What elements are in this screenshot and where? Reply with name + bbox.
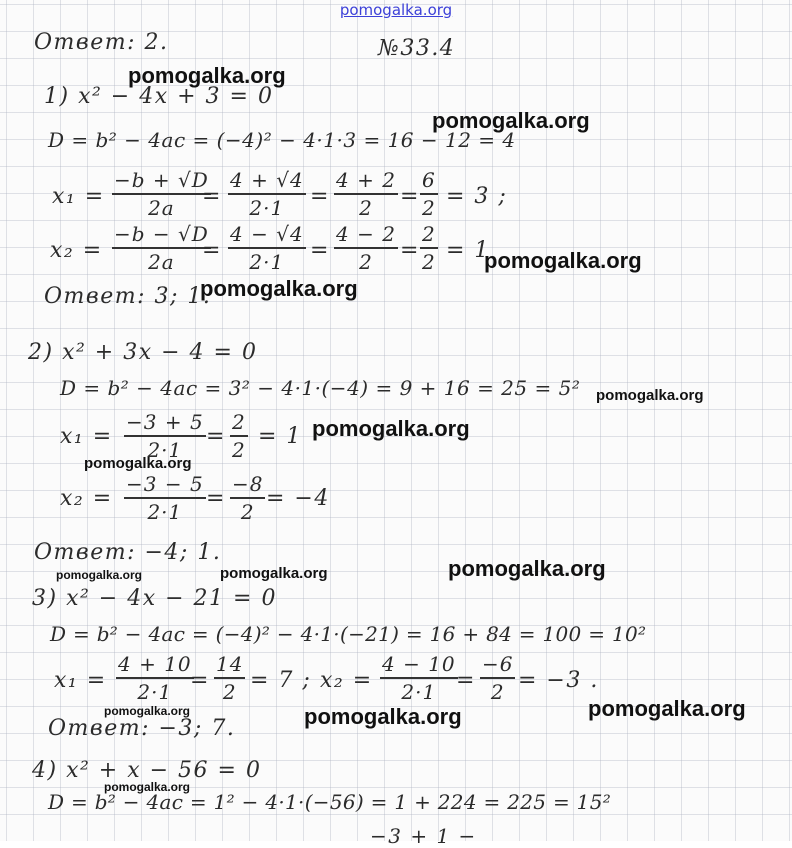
equation-1-x2-result: = 1: [446, 238, 490, 263]
equation-4-x1-partial: −3 + 1 −: [370, 824, 477, 848]
watermark: pomogalka.org: [448, 556, 606, 581]
watermark: pomogalka.org: [128, 63, 286, 88]
equation-4-title: 4) x² + x − 56 = 0: [32, 758, 262, 783]
equation-3-x2-fraction-values: $\frac{4 - 10}{2\cdot 1}$: [382, 652, 456, 704]
equation-3-x1-result: = 7 ;: [250, 668, 312, 693]
equation-3-answer: Ответ: −3; 7.: [48, 716, 236, 741]
equals-sign: =: [206, 424, 226, 449]
equation-4-discriminant: D = b² − 4ac = 1² − 4·1·(−56) = 1 + 224 = 225 = 15²: [48, 790, 612, 814]
equation-2-title: 2) x² + 3x − 4 = 0: [28, 340, 258, 365]
equation-1-x2-fraction-formula: $\frac{-b - √D}{2a}$: [114, 222, 209, 274]
equals-sign: =: [456, 668, 476, 693]
watermark: pomogalka.org: [56, 568, 143, 582]
equation-1-title: 1) x² − 4x + 3 = 0: [44, 84, 274, 109]
watermark: pomogalka.org: [200, 276, 358, 301]
equation-1-x1-result: = 3 ;: [446, 184, 508, 209]
equation-3-x2-label: x₂ =: [320, 668, 373, 693]
equals-sign: =: [400, 238, 420, 263]
watermark: pomogalka.org: [304, 704, 462, 729]
site-link[interactable]: pomogalka.org: [339, 1, 453, 19]
equation-3-x1-fraction-simplified: $\frac{14}{2}$: [216, 652, 244, 704]
equals-sign: =: [400, 184, 420, 209]
watermark: pomogalka.org: [484, 248, 642, 273]
equation-1-x1-fraction-formula: $\frac{-b + √D}{2a}$: [114, 168, 209, 220]
equation-2-x1-result: = 1: [258, 424, 302, 449]
equation-3-x2-result: = −3 .: [518, 668, 599, 693]
equation-3-title: 3) x² − 4x − 21 = 0: [32, 586, 277, 611]
equation-2-x2-result: = −4: [266, 486, 330, 511]
watermark: pomogalka.org: [432, 108, 590, 133]
equation-3-x1-label: x₁ =: [54, 668, 107, 693]
equals-sign: =: [202, 238, 222, 263]
watermark: pomogalka.org: [312, 416, 470, 441]
equation-1-x2-fraction-difference: $\frac{4 - 2}{2}$: [336, 222, 396, 274]
equals-sign: =: [310, 238, 330, 263]
equation-1-x2-fraction-substituted: $\frac{4 - √4}{2\cdot 1}$: [230, 222, 304, 274]
equation-1-x2-label: x₂ =: [50, 238, 103, 263]
watermark: pomogalka.org: [104, 704, 191, 718]
watermark: pomogalka.org: [220, 565, 328, 582]
equation-2-x1-label: x₁ =: [60, 424, 113, 449]
equation-2-x2-fraction-simplified: $\frac{-8}{2}$: [232, 472, 264, 524]
equals-sign: =: [190, 668, 210, 693]
watermark: pomogalka.org: [84, 455, 192, 472]
equals-sign: =: [202, 184, 222, 209]
equation-1-x1-fraction-simplified: $\frac{6}{2}$: [422, 168, 436, 220]
watermark: pomogalka.org: [596, 387, 704, 404]
equation-1-answer: Ответ: 3; 1.: [44, 284, 212, 309]
equation-1-discriminant: D = b² − 4ac = (−4)² − 4·1·3 = 16 − 12 = 4: [48, 128, 516, 152]
equation-1-x1-label: x₁ =: [52, 184, 105, 209]
previous-answer: Ответ: 2.: [34, 30, 169, 55]
equals-sign: =: [310, 184, 330, 209]
equation-3-x1-fraction-values: $\frac{4 + 10}{2\cdot 1}$: [118, 652, 192, 704]
equation-3-x2-fraction-simplified: $\frac{-6}{2}$: [482, 652, 514, 704]
equation-1-x1-fraction-substituted: $\frac{4 + √4}{2\cdot 1}$: [230, 168, 304, 220]
watermark: pomogalka.org: [588, 696, 746, 721]
equation-1-x2-fraction-simplified: $\frac{2}{2}$: [422, 222, 436, 274]
equation-2-x1-fraction-simplified: $\frac{2}{2}$: [232, 410, 246, 462]
equation-2-answer: Ответ: −4; 1.: [34, 540, 222, 565]
watermark: pomogalka.org: [104, 780, 191, 794]
equation-2-discriminant: D = b² − 4ac = 3² − 4·1·(−4) = 9 + 16 = 25 = 5²: [60, 376, 581, 400]
equation-1-x1-fraction-sum: $\frac{4 + 2}{2}$: [336, 168, 396, 220]
equation-3-discriminant: D = b² − 4ac = (−4)² − 4·1·(−21) = 16 + 84 = 100 = 10²: [50, 622, 647, 646]
equation-2-x2-fraction-values: $\frac{-3 - 5}{2\cdot 1}$: [126, 472, 204, 524]
equation-2-x2-label: x₂ =: [60, 486, 113, 511]
problem-number: №33.4: [378, 36, 456, 61]
equals-sign: =: [206, 486, 226, 511]
equation-2-x1-fraction-values: $\frac{-3 + 5}{2\cdot 1}$: [126, 410, 204, 462]
